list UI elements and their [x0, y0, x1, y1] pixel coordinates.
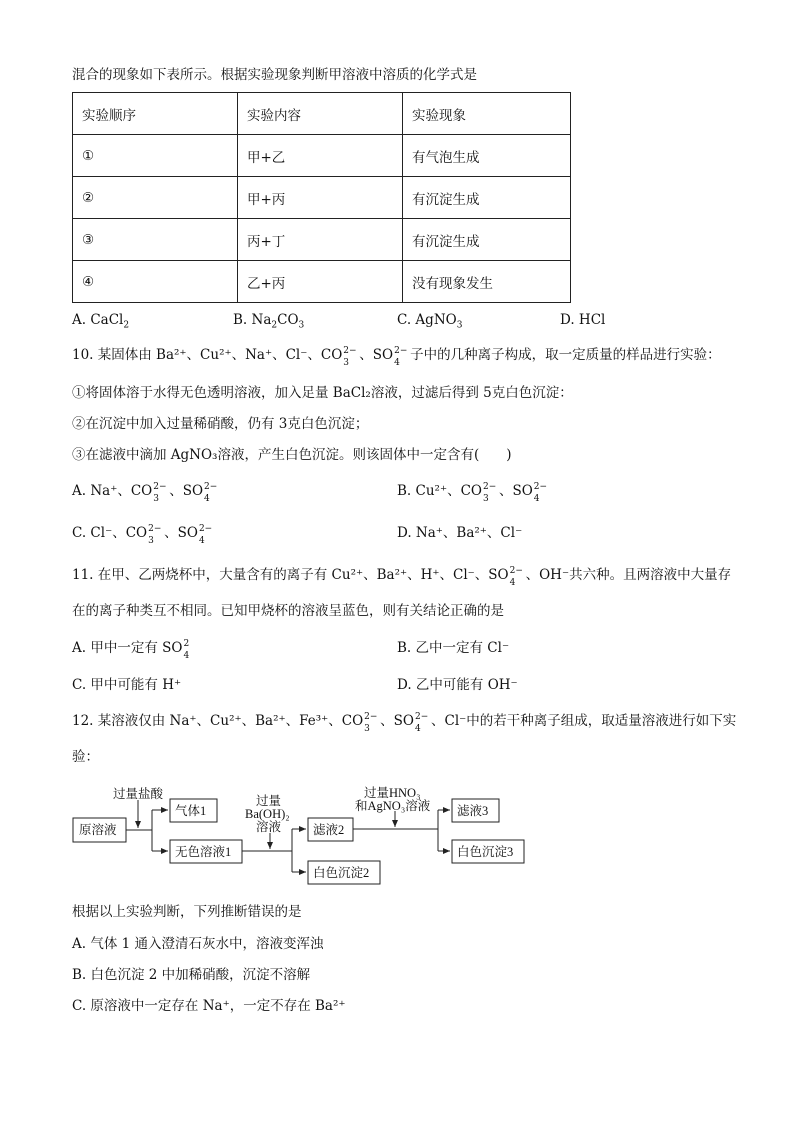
flow-original: 原溶液 [79, 823, 117, 837]
q10-option-b[interactable]: B. Cu²⁺、CO 2− 3 、SO 2− 4 [397, 482, 548, 504]
table-header-cell: 实验现象 [403, 93, 571, 135]
q9-option-a[interactable]: A. CaCl$_2$ [72, 312, 130, 331]
q11-option-a[interactable]: A. 甲中一定有 SO 2 4 [72, 639, 190, 661]
q12-option-b[interactable]: B. 白色沉淀 2 中加稀硝酸，沉淀不溶解 [72, 967, 311, 983]
table-header-cell: 实验顺序 [73, 93, 238, 135]
table-cell: 有沉淀生成 [403, 219, 571, 261]
q9-option-d[interactable]: D. HCl [560, 312, 606, 328]
q12-lead: 根据以上实验判断，下列推断错误的是 [72, 904, 302, 920]
q10-step3: ③在滤液中滴加 AgNO₃溶液，产生白色沉淀。则该固体中一定含有( ) [72, 447, 512, 463]
table-cell: ② [73, 177, 238, 219]
table-cell: 甲+丙 [238, 177, 403, 219]
q10-option-a[interactable]: A. Na⁺、CO 2− 3 、SO 2− 4 [72, 482, 218, 504]
flow-label-baoh-1: 过量 [256, 794, 282, 808]
q12-stem-line1: 12. 某溶液仅由 Na⁺、Cu²⁺、Ba²⁺、Fe³⁺、CO 2− 3 、SO 2− 4 、Cl⁻中的若干种离子组成，取适量溶液进行如下实 [72, 712, 737, 734]
q10-stem: 10. 某固体由 Ba²⁺、Cu²⁺、Na⁺、Cl⁻、CO 2− 3 、SO 2− 4 子中的几种离子构成，取一定质量的样品进行实验： [72, 346, 721, 368]
intro-line: 混合的现象如下表所示。根据实验现象判断甲溶液中溶质的化学式是 [72, 67, 477, 83]
table-cell: 甲+乙 [238, 135, 403, 177]
q11-option-c[interactable]: C. 甲中可能有 H⁺ [72, 677, 182, 693]
flow-label-hno3-1: 过量HNO₃ [364, 786, 421, 800]
flow-label-hno3-2: 和AgNO₃溶液 [355, 799, 431, 813]
table-cell: 有沉淀生成 [403, 177, 571, 219]
table-cell: ① [73, 135, 238, 177]
table-cell: 有气泡生成 [403, 135, 571, 177]
q9-option-c[interactable]: C. AgNO$_3$ [397, 312, 463, 331]
flow-filtrate2: 滤液2 [313, 823, 345, 837]
flow-colorless1: 无色溶液1 [175, 845, 232, 859]
co3-charge: 2− 3 [343, 346, 357, 368]
q12-option-c[interactable]: C. 原溶液中一定存在 Na⁺，一定不存在 Ba²⁺ [72, 998, 346, 1014]
table-header-cell: 实验内容 [238, 93, 403, 135]
q11-option-d[interactable]: D. 乙中可能有 OH⁻ [397, 677, 518, 693]
flow-label-hcl: 过量盐酸 [113, 787, 164, 801]
table-cell: 乙+丙 [238, 261, 403, 303]
table-cell: ③ [73, 219, 238, 261]
flow-filtrate3: 滤液3 [457, 804, 489, 818]
flow-label-baoh-2: Ba(OH)₂ [245, 807, 290, 821]
q9-option-b[interactable]: B. $Na_2CO_3$ [233, 312, 305, 331]
q11-stem-line1: 11. 在甲、乙两烧杯中，大量含有的离子有 Cu²⁺、Ba²⁺、H⁺、Cl⁻、SO 2− 4 、OH⁻共六种。且两溶液中大量存 [72, 566, 732, 588]
table-cell: ④ [73, 261, 238, 303]
flow-ppt3: 白色沉淀3 [457, 845, 514, 859]
q10-option-d[interactable]: D. Na⁺、Ba²⁺、Cl⁻ [397, 525, 523, 541]
q10-step1: ①将固体溶于水得无色透明溶液，加入足量 BaCl₂溶液，过滤后得到 5克白色沉淀： [72, 385, 573, 401]
flow-gas1: 气体1 [175, 804, 207, 818]
q10-step2: ②在沉淀中加入过量稀硝酸，仍有 3克白色沉淀； [72, 416, 369, 432]
q11-option-b[interactable]: B. 乙中一定有 Cl⁻ [397, 640, 510, 656]
q11-stem-line2: 在的离子种类互不相同。已知甲烧杯的溶液呈蓝色，则有关结论正确的是 [72, 603, 504, 619]
flow-label-baoh-3: 溶液 [256, 820, 282, 834]
q12-stem-line2: 验： [72, 749, 99, 765]
flow-ppt2: 白色沉淀2 [313, 866, 370, 880]
table-cell: 没有现象发生 [403, 261, 571, 303]
q10-option-c[interactable]: C. Cl⁻、CO 2− 3 、SO 2− 4 [72, 524, 213, 546]
so4-charge: 2− 4 [394, 346, 408, 368]
q12-option-a[interactable]: A. 气体 1 通入澄清石灰水中，溶液变浑浊 [72, 936, 324, 952]
table-cell: 丙+丁 [238, 219, 403, 261]
